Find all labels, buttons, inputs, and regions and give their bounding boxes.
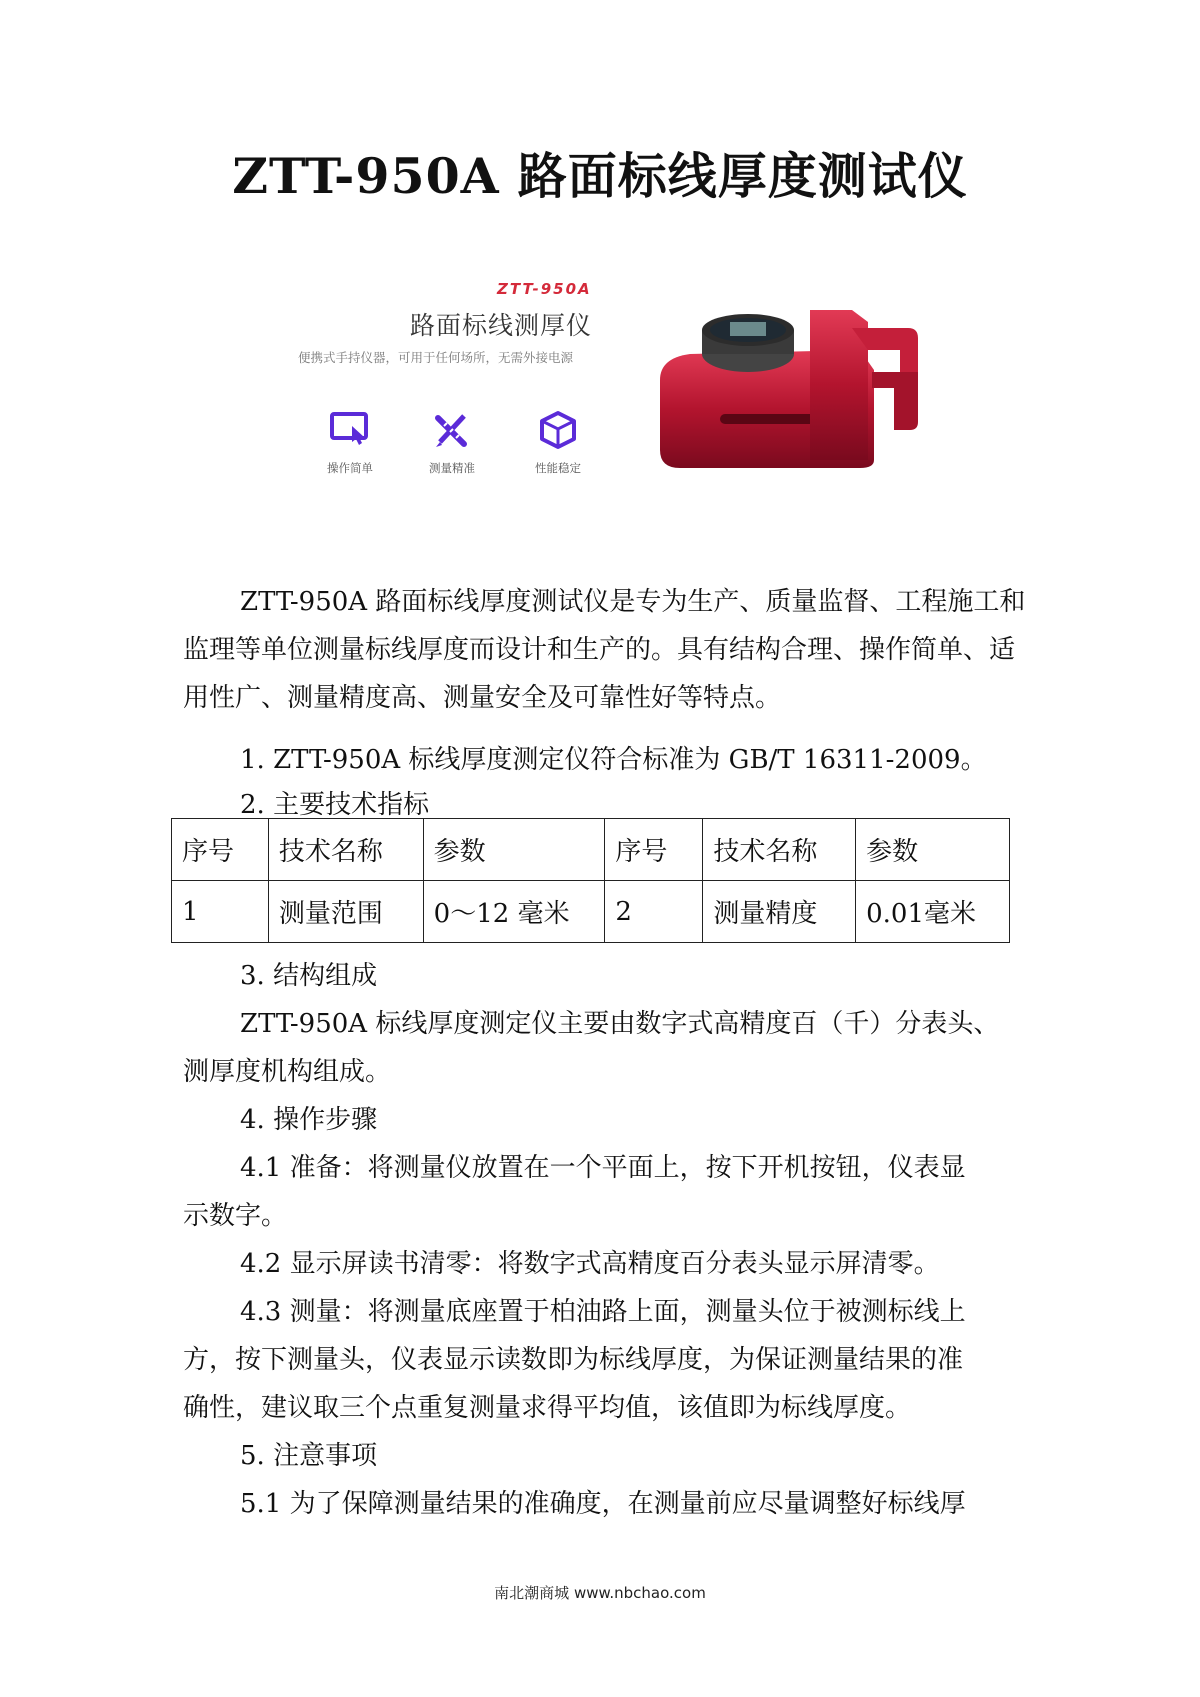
- table-cell: 测量范围: [268, 881, 423, 943]
- cube-icon: [536, 410, 580, 450]
- table-cell: 0～12 毫米: [423, 881, 605, 943]
- table-header-cell: 参数: [423, 819, 605, 881]
- table-cell: 测量精度: [703, 881, 856, 943]
- table-header-cell: 技术名称: [268, 819, 423, 881]
- intro-paragraph: ZTT-950A 路面标线厚度测试仪是专为生产、质量监督、工程施工和监理等单位测量标线厚度而设计和生产的。具有结构合理、操作简单、适用性广、测量精度高、测量安全及可靠性好等特点。: [183, 587, 1026, 713]
- ruler-pencil-icon: [430, 410, 474, 450]
- note-5-1: 5.1 为了保障测量结果的准确度，在测量前应尽量调整好标线厚: [240, 1489, 966, 1519]
- banner-tagline: 便携式手持仪器，可用于任何场所，无需外接电源: [298, 350, 574, 365]
- section-heading-steps: 4. 操作步骤: [240, 1105, 378, 1135]
- step-zero: 4.2 显示屏读书清零：将数字式高精度百分表头显示屏清零。: [240, 1249, 940, 1279]
- banner-model: ZTT-950A: [497, 280, 592, 298]
- feature-precise-measure: [412, 410, 492, 476]
- table-header-cell: 序号: [605, 819, 703, 881]
- section-standard: 1. ZTT-950A 标线厚度测定仪符合标准为 GB/T 16311-2009。: [240, 745, 987, 775]
- table-cell: 1: [172, 881, 269, 943]
- table-header-row: [172, 819, 1010, 881]
- step-prepare-line2: 示数字。: [183, 1201, 288, 1231]
- section-heading-notes: 5. 注意事项: [240, 1441, 378, 1471]
- spec-table: [171, 818, 1010, 943]
- feature-label: 操作简单: [327, 461, 373, 475]
- structure-text-line1: ZTT-950A 标线厚度测定仪主要由数字式高精度百（千）分表头、: [240, 1009, 1000, 1039]
- table-header-cell: 技术名称: [703, 819, 856, 881]
- product-device-image: [660, 310, 940, 470]
- product-banner: [292, 262, 952, 482]
- table-cell: 0.01毫米: [856, 881, 1010, 943]
- banner-product-name: 路面标线测厚仪: [410, 311, 593, 340]
- feature-label: 性能稳定: [535, 461, 581, 475]
- feature-stable-performance: [518, 410, 598, 476]
- feature-label: 测量精准: [429, 461, 475, 475]
- table-cell: 2: [605, 881, 703, 943]
- step-measure-line1: 4.3 测量：将测量底座置于柏油路上面，测量头位于被测标线上: [240, 1297, 966, 1327]
- step-measure-line3: 确性，建议取三个点重复测量求得平均值，该值即为标线厚度。: [183, 1393, 912, 1423]
- table-header-cell: 参数: [856, 819, 1010, 881]
- table-header-cell: 序号: [172, 819, 269, 881]
- touch-screen-icon: [328, 410, 372, 450]
- feature-easy-operation: [310, 410, 390, 476]
- step-measure-line2: 方，按下测量头，仪表显示读数即为标线厚度，为保证测量结果的准: [183, 1345, 964, 1375]
- section-heading-structure: 3. 结构组成: [240, 961, 378, 991]
- table-row: [172, 881, 1010, 943]
- document-title: ZTT-950A 路面标线厚度测试仪: [232, 147, 968, 205]
- page-footer: 南北潮商城 www.nbchao.com: [494, 1584, 706, 1602]
- step-prepare-line1: 4.1 准备：将测量仪放置在一个平面上，按下开机按钮，仪表显: [240, 1153, 966, 1183]
- section-heading-specs: 2. 主要技术指标: [240, 790, 430, 820]
- structure-text-line2: 测厚度机构组成。: [183, 1057, 392, 1087]
